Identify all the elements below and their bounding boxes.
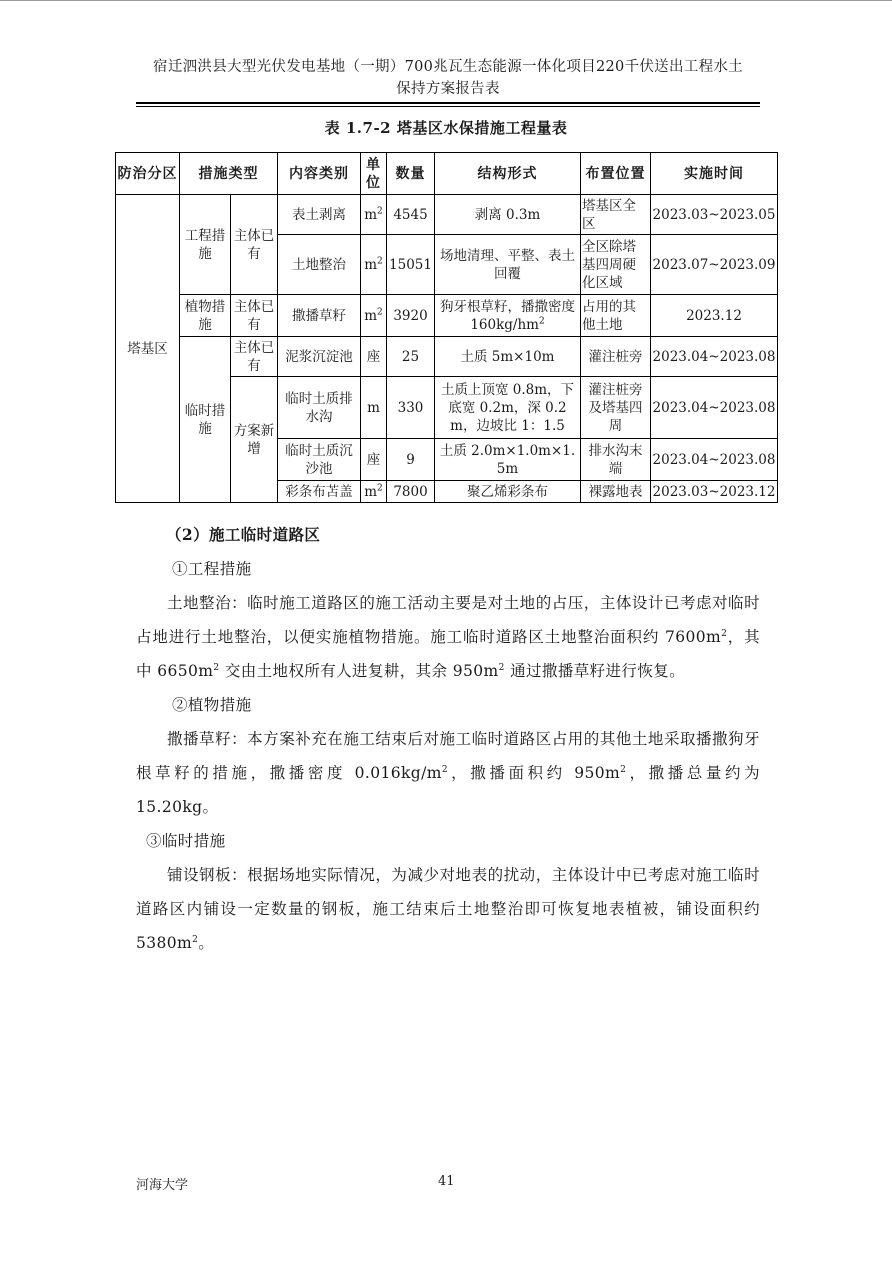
- location-cell: 塔基区全区: [581, 195, 651, 235]
- group-temporary: 临时措施: [180, 337, 231, 503]
- time-cell: 2023.03~2023.12: [651, 481, 778, 503]
- table-title: 表 1.7-2 塔基区水保措施工程量表: [324, 119, 568, 137]
- quantity-cell: 9: [387, 439, 435, 481]
- subheading-engineering: ①工程措施: [172, 560, 252, 578]
- header-quantity: 数量: [387, 153, 435, 195]
- unit-cell: 座: [361, 439, 387, 481]
- subheading-plant: ②植物措施: [172, 696, 252, 714]
- content-cell: 土地整治: [278, 235, 361, 295]
- source-existing: 主体已有: [231, 195, 278, 295]
- header-rule-thin: [136, 106, 760, 107]
- quantity-cell: 15051: [387, 235, 435, 295]
- header-unit: 单位: [361, 153, 387, 195]
- location-cell: 灌注桩旁及塔基四周: [581, 377, 651, 439]
- structure-cell: 场地清理、平整、表土回覆: [435, 235, 581, 295]
- content-cell: 表土剥离: [278, 195, 361, 235]
- source-existing: 主体已有: [231, 295, 278, 337]
- quantity-cell: 25: [387, 337, 435, 377]
- content-cell: 泥浆沉淀池: [278, 337, 361, 377]
- location-cell: 排水沟末端: [581, 439, 651, 481]
- header-measure-type: 措施类型: [180, 153, 278, 195]
- paragraph-land-rehabilitation: 土地整治：临时施工道路区的施工活动主要是对土地的占压，主体设计已考虑对临时占地进行土地整治，以便实施植物措施。施工临时道路区土地整治面积约 $7600m^2$，其中 $6650m^2$ 交由土地权所有人进复耕，其余 $950m^2$ 通过撒播草籽进行恢复。: [136, 594, 760, 680]
- group-engineering: 工程措施: [180, 195, 231, 295]
- header-line-1: 宿迁泗洪县大型光伏发电基地（一期）700兆瓦生态能源一体化项目220千伏送出工程水土: [153, 59, 743, 75]
- table-row: [116, 337, 778, 377]
- group-plant: 植物措施: [180, 295, 231, 337]
- paragraph-steel-plates: 铺设钢板：根据场地实际情况，为减少对地表的扰动，主体设计中已考虑对施工临时道路区内铺设一定数量的钢板，施工结束后土地整治即可恢复地表植被，铺设面积约 $5380m^2$。: [136, 866, 760, 952]
- location-cell: 全区除塔基四周硬化区域: [581, 235, 651, 295]
- page-number: 41: [438, 1174, 455, 1189]
- quantity-cell: 4545: [387, 195, 435, 235]
- header-time: 实施时间: [651, 153, 778, 195]
- body-text: [136, 518, 760, 960]
- paragraph-grass-seeding: 撒播草籽：本方案补充在施工结束后对施工临时道路区占用的其他土地采取播撒狗牙根草籽的措施，撒播密度 $0.016kg/m^2$，撒播面积约 $950m^2$，撒播总量约为 15.20kg。: [136, 730, 760, 816]
- quantity-cell: 330: [387, 377, 435, 439]
- structure-cell: 土质 2.0m×1.0m×1.5m: [435, 439, 581, 481]
- structure-cell: 土质上顶宽 0.8m，下底宽 0.2m，深 0.2m，边坡比 1：1.5: [435, 377, 581, 439]
- header-structure: 结构形式: [435, 153, 581, 195]
- header-location: 布置位置: [581, 153, 651, 195]
- footer-organization: 河海大学: [136, 1178, 189, 1193]
- time-cell: 2023.04~2023.08: [651, 377, 778, 439]
- content-cell: 临时土质沉沙池: [278, 439, 361, 481]
- source-existing: 主体已有: [231, 337, 278, 377]
- header-content: 内容类别: [278, 153, 361, 195]
- structure-cell: 剥离 0.3m: [435, 195, 581, 235]
- unit-cell: $m^2$: [361, 295, 387, 337]
- table-header-row: [116, 153, 778, 195]
- header-rule-thick: [136, 102, 760, 104]
- table-row: [116, 295, 778, 337]
- header-line-2: 保持方案报告表: [396, 81, 500, 97]
- time-cell: 2023.04~2023.08: [651, 439, 778, 481]
- unit-cell: 座: [361, 337, 387, 377]
- location-cell: 占用的其他土地: [581, 295, 651, 337]
- time-cell: 2023.04~2023.08: [651, 337, 778, 377]
- content-cell: 临时土质排水沟: [278, 377, 361, 439]
- table-row: [116, 195, 778, 235]
- source-new: 方案新增: [231, 377, 278, 503]
- quantity-cell: 7800: [387, 481, 435, 503]
- structure-cell: 土质 5m×10m: [435, 337, 581, 377]
- unit-cell: m: [361, 377, 387, 439]
- page-top-border: [0, 0, 892, 1]
- structure-cell: 聚乙烯彩条布: [435, 481, 581, 503]
- structure-cell: 狗牙根草籽，播撒密度 $160kg/hm^2$: [435, 295, 581, 337]
- content-cell: 撒播草籽: [278, 295, 361, 337]
- time-cell: 2023.12: [651, 295, 778, 337]
- measures-quantity-table: [115, 152, 778, 503]
- page-header: [128, 56, 768, 100]
- unit-cell: $m^2$: [361, 235, 387, 295]
- unit-cell: $m^2$: [361, 195, 387, 235]
- location-cell: 裸露地表: [581, 481, 651, 503]
- location-cell: 灌注桩旁: [581, 337, 651, 377]
- time-cell: 2023.07~2023.09: [651, 235, 778, 295]
- unit-cell: $m^2$: [361, 481, 387, 503]
- time-cell: 2023.03~2023.05: [651, 195, 778, 235]
- content-cell: 彩条布苫盖: [278, 481, 361, 503]
- subheading-temporary: ③临时措施: [146, 832, 226, 850]
- header-zone: 防治分区: [116, 153, 180, 195]
- zone-cell: 塔基区: [116, 195, 180, 503]
- section-heading: （2）施工临时道路区: [166, 525, 321, 544]
- quantity-cell: 3920: [387, 295, 435, 337]
